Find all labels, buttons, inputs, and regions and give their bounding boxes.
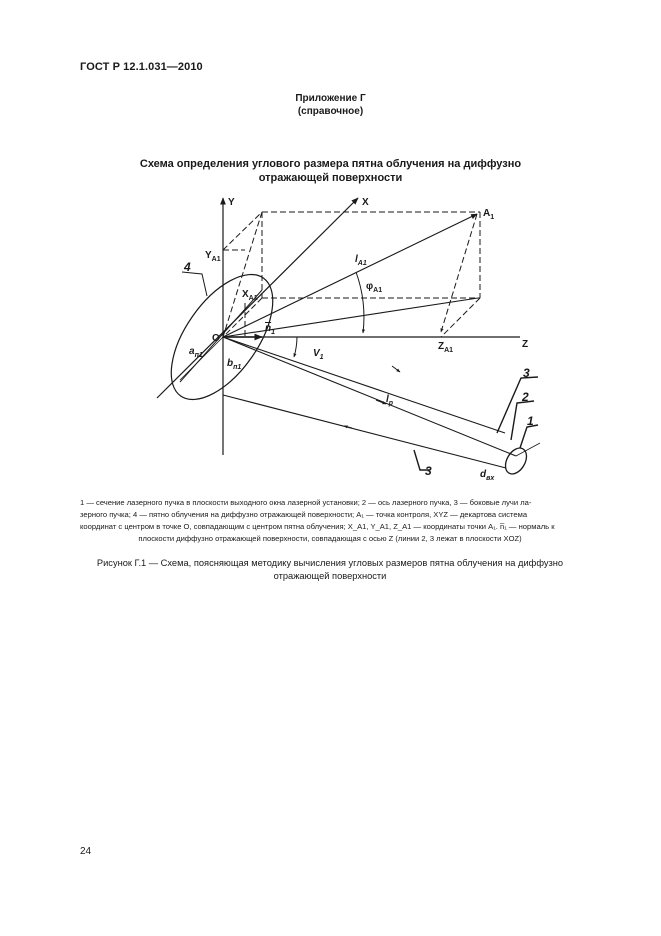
label-origin: O bbox=[212, 333, 220, 344]
legend-line-3: координат с центром в точке O, совпадающим с центром пятна облучения; X_A1, Y_A1, Z_A1 — координаты точки A₁. n̅₁ — нормаль к bbox=[80, 522, 555, 531]
label-y-a1: $Y_{A1}$ bbox=[205, 250, 221, 263]
label-d-vh: $d_{вх}$ bbox=[480, 469, 495, 482]
beam-axis bbox=[223, 337, 516, 456]
beam-axis-extension bbox=[516, 443, 540, 456]
figure-caption bbox=[80, 557, 580, 583]
label-x-axis: X bbox=[362, 197, 369, 208]
callout-3-lower: 3 bbox=[425, 464, 432, 478]
appendix-note: (справочное) bbox=[297, 106, 364, 117]
callout-4: 4 bbox=[184, 260, 191, 274]
figure-legend bbox=[80, 497, 580, 545]
legend-line-2: зерного пучка; 4 — пятно облучения на диффузно отражающей поверхности; A₁ — точка контроля, XYZ — декартова система bbox=[80, 510, 528, 519]
ray-arrow-1 bbox=[392, 366, 400, 372]
appendix-title: Приложение Г bbox=[295, 93, 366, 104]
output-window bbox=[501, 444, 531, 477]
caption-line-1: Рисунок Г.1 — Схема, поясняющая методику вычисления угловых размеров пятна облучения на диффузно bbox=[96, 558, 564, 568]
callout-3-upper: 3 bbox=[523, 366, 530, 380]
angle-phi-arc bbox=[356, 272, 364, 333]
label-n1: $n_1$ bbox=[265, 323, 276, 336]
callout-1: 1 bbox=[527, 414, 534, 428]
label-l-p: $l_p$ bbox=[386, 394, 394, 407]
legend-line-4: плоскости диффузно отражающей поверхности, совпадающая с осью Z (линии 2, 3 лежат в плоскости XOZ) bbox=[138, 534, 522, 543]
angle-v-arc bbox=[294, 337, 297, 357]
label-y-axis: Y bbox=[228, 197, 235, 208]
label-l-a1: $l_{A1}$ bbox=[355, 254, 367, 267]
beam-side-ray-lower bbox=[223, 395, 506, 468]
label-phi-a1: $\varphi_{A1}$ bbox=[366, 281, 383, 294]
scheme-title-line-1: Схема определения углового размера пятна облучения на диффузно bbox=[139, 158, 522, 170]
callout-1-leader bbox=[520, 425, 538, 448]
label-x-a1: $X_{A1}$ bbox=[242, 289, 258, 302]
label-point-a1: $A_1$ bbox=[483, 208, 495, 221]
caption-line-2: отражающей поверхности bbox=[273, 571, 387, 581]
beam-side-ray-upper bbox=[223, 337, 505, 433]
vector-in-xoz bbox=[223, 298, 478, 337]
document-code: ГОСТ Р 12.1.031—2010 bbox=[80, 61, 203, 73]
scheme-title-line-2: отражающей поверхности bbox=[258, 172, 403, 184]
page-number: 24 bbox=[80, 846, 92, 857]
label-a-n1: $a_{п1}$ bbox=[189, 346, 203, 359]
callout-4-leader bbox=[182, 272, 207, 296]
legend-line-1: 1 — сечение лазерного пучка в плоскости выходного окна лазерной установки; 2 — ось лазерного пучка, 3 — боковые лучи ла- bbox=[80, 498, 532, 507]
label-b-n1: $b_{п1}$ bbox=[227, 358, 242, 371]
vector-l-a1 bbox=[223, 214, 477, 337]
label-z-axis: Z bbox=[522, 339, 529, 350]
callout-2: 2 bbox=[522, 390, 529, 404]
spot-major-axis bbox=[180, 290, 262, 382]
label-v1: $V_1$ bbox=[313, 348, 324, 361]
label-z-a1: $Z_{A1}$ bbox=[438, 341, 454, 354]
line-a1-to-za1 bbox=[441, 214, 477, 332]
